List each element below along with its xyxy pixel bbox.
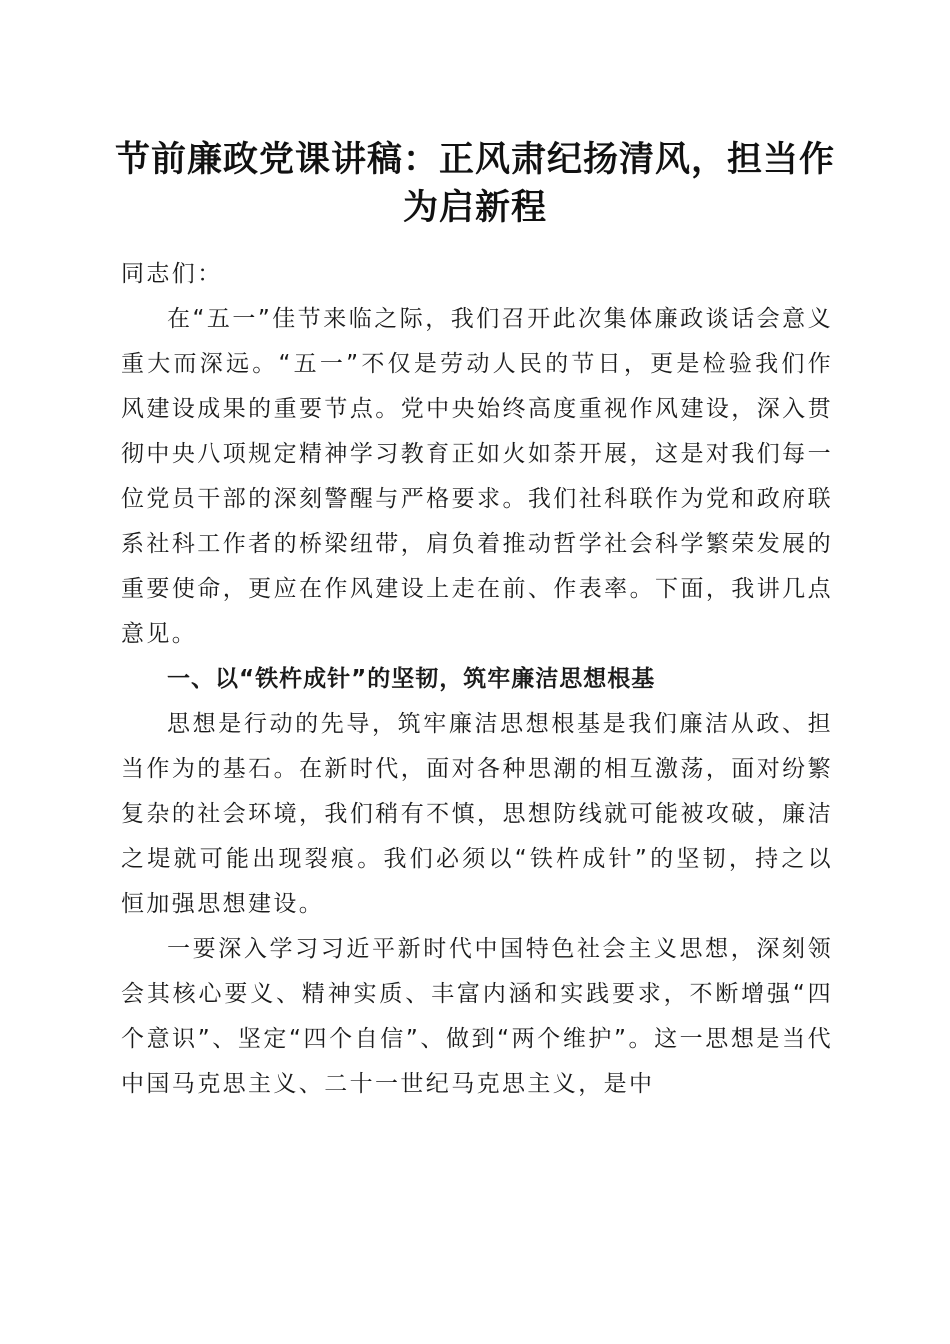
document-title (100, 136, 850, 232)
salutation: 同志们： (121, 261, 223, 287)
title-line-2: 为启新程 (402, 187, 547, 228)
section1-paragraph-1: 思想是行动的先导，筑牢廉洁思想根基是我们廉洁从政、担当作为的基石。在新时代，面对各种思潮的相互激荡，面对纷繁复杂的社会环境，我们稍有不慎，思想防线就可能被攻破，廉洁之堤就可能出现裂痕。我们必须以“铁杵成针”的坚韧，持之以恒加强思想建设。 (121, 711, 833, 917)
title-line-1: 节前廉政党课讲稿：正风肃纪扬清风，担当作 (114, 139, 835, 180)
section1-paragraph-2: 一要深入学习习近平新时代中国特色社会主义思想，深刻领会其核心要义、精神实质、丰富内涵和实践要求，不断增强“四个意识”、坚定“四个自信”、做到“两个维护”。这一思想是当代中国马克思主义、二十一世纪马克思主义，是中 (121, 936, 833, 1097)
intro-paragraph: 在“五一”佳节来临之际，我们召开此次集体廉政谈话会意义重大而深远。“五一”不仅是劳动人民的节日，更是检验我们作风建设成果的重要节点。党中央始终高度重视作风建设，深入贯彻中央八项规定精神学习教育正如火如荼开展，这是对我们每一位党员干部的深刻警醒与严格要求。我们社科联作为党和政府联系社科工作者的桥梁纽带，肩负着推动哲学社会科学繁荣发展的重要使命，更应在作风建设上走在前、作表率。下面，我讲几点意见。 (121, 306, 833, 647)
document-body (121, 252, 833, 1107)
section-heading-1: 一、以“铁杵成针”的坚韧，筑牢廉洁思想根基 (167, 666, 656, 692)
